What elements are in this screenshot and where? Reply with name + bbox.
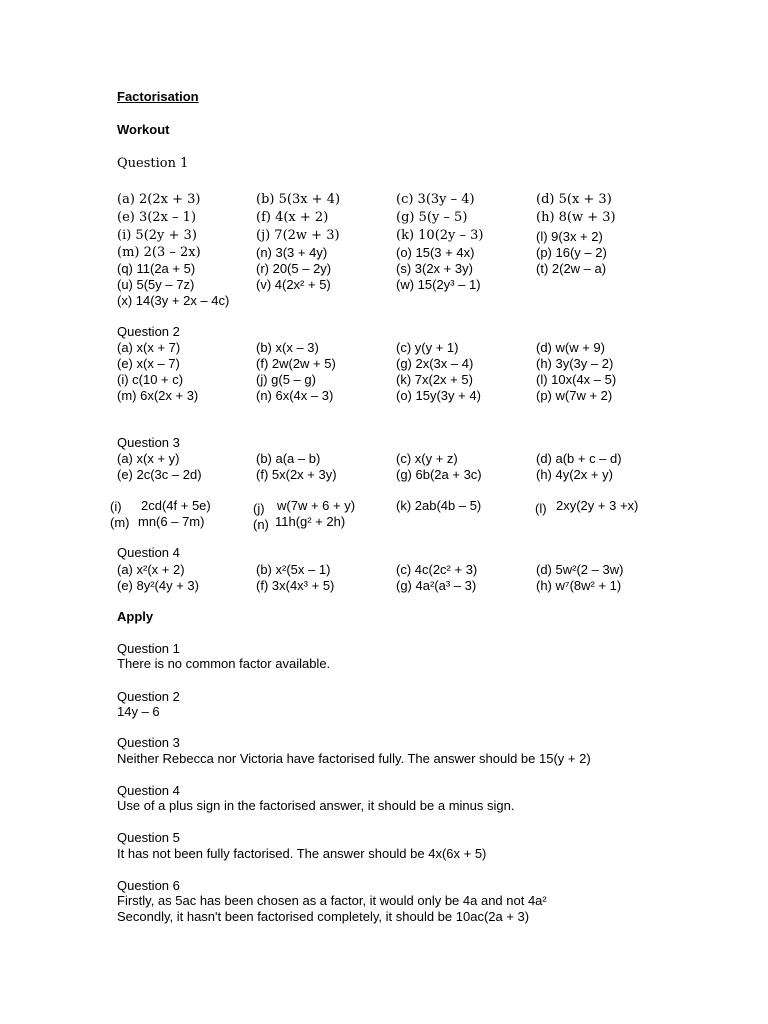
answer-item: (v) 4(2x² + 5) [256, 277, 331, 292]
answer-item: (x) 14(3y + 2x – 4c) [117, 293, 230, 308]
answer-item: (b) 5(3x + 4) [256, 192, 341, 207]
answer-item: (h) 4y(2x + y) [536, 467, 613, 482]
apply-answer-text: 14y – 6 [117, 704, 160, 719]
answer-item: (h) w⁷(8w² + 1) [536, 578, 622, 593]
answer-item: (f) 3x(4x³ + 5) [256, 578, 335, 593]
answer-item: (e) x(x – 7) [117, 356, 180, 371]
apply-heading: Apply [117, 609, 154, 624]
answer-item: 11h(g² + 2h) [275, 514, 346, 529]
answer-item: (s) 3(2x + 3y) [396, 261, 473, 276]
answer-item: (a) x(x + 7) [117, 340, 181, 355]
answer-item: (a) x(x + y) [117, 451, 180, 466]
answer-item: (i) c(10 + c) [117, 372, 184, 387]
answer-item: 2cd(4f + 5e) [141, 498, 211, 513]
answer-label: (i) [110, 499, 122, 514]
answer-item: (o) 15y(3y + 4) [396, 388, 481, 403]
apply-question-heading: Question 3 [117, 735, 180, 750]
answer-item: (f) 5x(2x + 3y) [256, 467, 337, 482]
answer-label: (j) [253, 501, 265, 516]
apply-question-heading: Question 1 [117, 641, 180, 656]
answer-item: (t) 2(2w – a) [536, 261, 607, 276]
answer-item: (i) 5(2y + 3) [117, 228, 197, 243]
answer-item: (g) 2x(3x – 4) [396, 356, 474, 371]
answer-item: (d) 5(x + 3) [536, 192, 612, 207]
answer-item: (c) y(y + 1) [396, 340, 459, 355]
answer-item: (f) 2w(2w + 5) [256, 356, 336, 371]
answer-item: (j) g(5 – g) [256, 372, 316, 387]
q4-heading: Question 4 [117, 545, 180, 560]
answer-label: (n) [253, 517, 269, 532]
q2-heading: Question 2 [117, 324, 180, 339]
answer-item: (w) 15(2y³ – 1) [396, 277, 481, 292]
answer-item: (e) 2c(3c – 2d) [117, 467, 202, 482]
answer-item: (c) 3(3y – 4) [396, 192, 475, 207]
answer-label: (m) [110, 515, 130, 530]
apply-question-heading: Question 4 [117, 783, 180, 798]
answer-item: (h) 8(w + 3) [536, 210, 616, 225]
answer-item: (c) x(y + z) [396, 451, 458, 466]
answer-item: (g) 6b(2a + 3c) [396, 467, 482, 482]
answer-item: (r) 20(5 – 2y) [256, 261, 332, 276]
answer-item: (f) 4(x + 2) [256, 210, 329, 225]
answer-item: (l) 9(3x + 2) [536, 229, 603, 244]
answer-item: (n) 6x(4x – 3) [256, 388, 334, 403]
answer-item: (p) 16(y – 2) [536, 245, 607, 260]
answer-item: (k) 7x(2x + 5) [396, 372, 473, 387]
document-title: Factorisation [117, 89, 199, 104]
answer-item: (e) 8y²(4y + 3) [117, 578, 199, 593]
answer-item: (g) 4a²(a³ – 3) [396, 578, 477, 593]
apply-question-heading: Question 6 [117, 878, 180, 893]
apply-answer-text: Use of a plus sign in the factorised answer, it should be a minus sign. [117, 798, 515, 813]
apply-answer-text: There is no common factor available. [117, 656, 331, 671]
answer-item: (p) w(7w + 2) [536, 388, 613, 403]
answer-item: (m) 6x(2x + 3) [117, 388, 199, 403]
q3-heading: Question 3 [117, 435, 180, 450]
apply-answer-text: Firstly, as 5ac has been chosen as a factor, it would only be 4a and not 4a² [117, 893, 547, 908]
q1-heading: Question 1 [117, 156, 189, 171]
answer-item: (b) x²(5x – 1) [256, 562, 331, 577]
answer-item: w(7w + 6 + y) [277, 498, 356, 513]
answer-item: mn(6 – 7m) [138, 514, 205, 529]
answer-item: (a) 2(2x + 3) [117, 192, 201, 207]
answer-item: (m) 2(3 – 2x) [117, 245, 201, 260]
answer-item: (b) x(x – 3) [256, 340, 319, 355]
answer-item: (b) a(a – b) [256, 451, 321, 466]
apply-answer-text: Secondly, it hasn't been factorised completely, it should be 10ac(2a + 3) [117, 909, 530, 924]
answer-item: (o) 15(3 + 4x) [396, 245, 475, 260]
answer-item: (k) 2ab(4b – 5) [396, 498, 482, 513]
apply-question-heading: Question 2 [117, 689, 180, 704]
workout-heading: Workout [117, 122, 170, 137]
apply-answer-text: It has not been fully factorised. The answer should be 4x(6x + 5) [117, 846, 487, 861]
answer-item: (d) 5w²(2 – 3w) [536, 562, 624, 577]
answer-item: (q) 11(2a + 5) [117, 261, 196, 276]
answer-item: (u) 5(5y – 7z) [117, 277, 195, 292]
answer-item: 2xy(2y + 3 +x) [556, 498, 639, 513]
answer-item: (c) 4c(2c² + 3) [396, 562, 478, 577]
answer-item: (n) 3(3 + 4y) [256, 245, 328, 260]
answer-item: (j) 7(2w + 3) [256, 228, 340, 243]
answer-item: (d) w(w + 9) [536, 340, 605, 355]
answer-item: (d) a(b + c – d) [536, 451, 622, 466]
answer-item: (l) 10x(4x – 5) [536, 372, 617, 387]
answer-item: (g) 5(y – 5) [396, 210, 468, 225]
answer-item: (a) x²(x + 2) [117, 562, 185, 577]
apply-question-heading: Question 5 [117, 830, 180, 845]
answer-item: (k) 10(2y – 3) [396, 228, 484, 243]
answer-item: (e) 3(2x – 1) [117, 210, 197, 225]
answer-label: (l) [535, 501, 547, 516]
apply-answer-text: Neither Rebecca nor Victoria have factorised fully. The answer should be 15(y + 2) [117, 751, 591, 766]
answer-item: (h) 3y(3y – 2) [536, 356, 614, 371]
